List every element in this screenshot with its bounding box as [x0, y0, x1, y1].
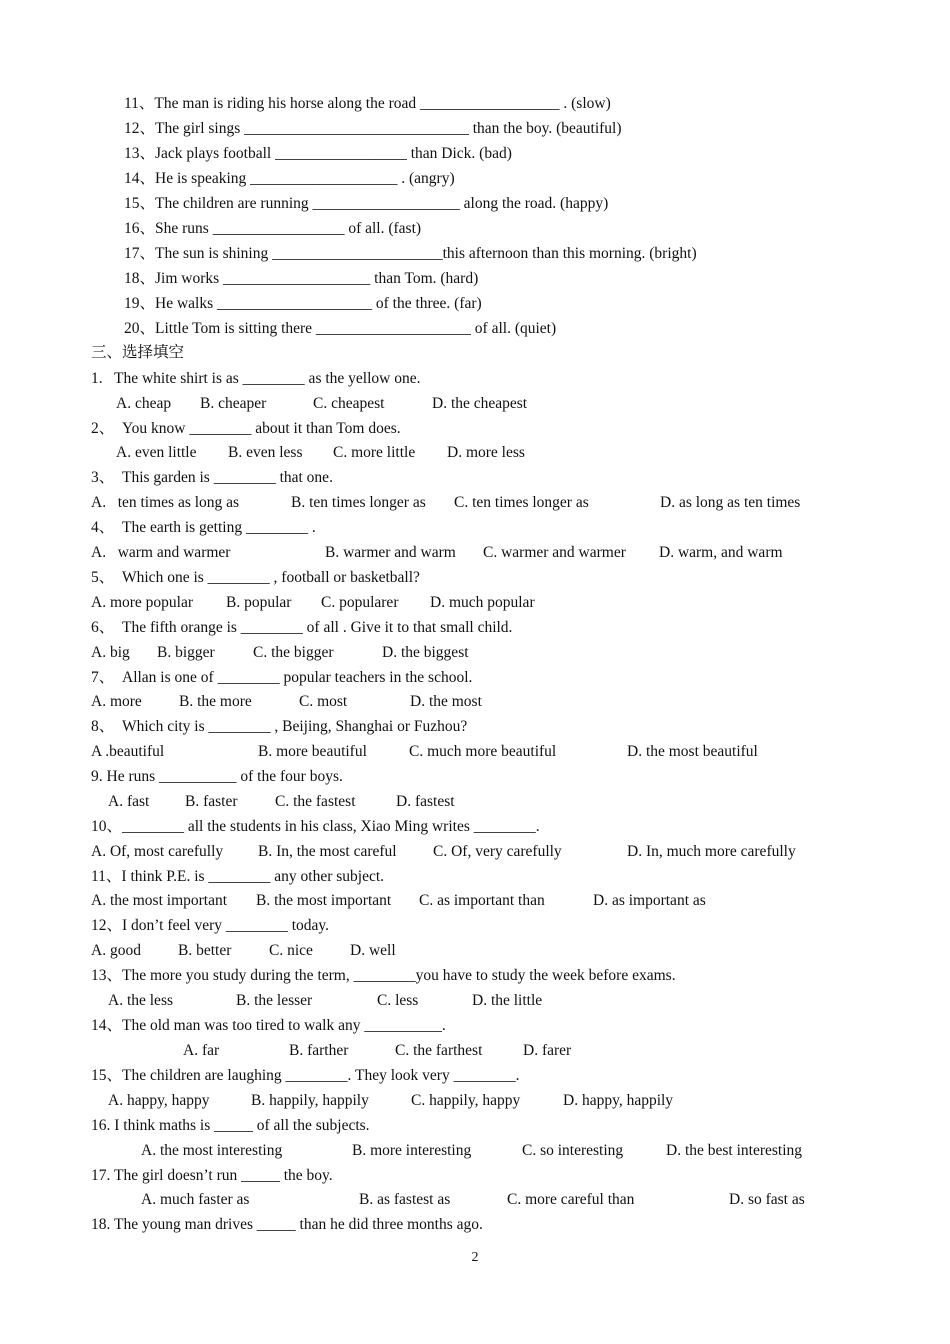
option: B. as fastest as	[359, 1191, 451, 1208]
option: A. good	[91, 942, 141, 959]
question: 2、 You know ________ about it than Tom does.	[91, 420, 401, 437]
option: D. fastest	[396, 793, 455, 810]
question: 5、 Which one is ________ , football or basketball?	[91, 569, 420, 586]
option: C. much more beautiful	[409, 743, 557, 760]
fill-item: 16、She runs _________________ of all. (fast)	[124, 220, 422, 237]
option: D. happy, happily	[563, 1092, 674, 1109]
option: A .beautiful	[91, 743, 165, 760]
option: D. In, much more carefully	[627, 843, 796, 860]
option: B. better	[178, 942, 232, 959]
fill-item: 12、The girl sings _____________________________ than the boy. (beautiful)	[124, 120, 622, 137]
question: 12、I don’t feel very ________ today.	[91, 917, 330, 934]
option: A. the most interesting	[141, 1142, 283, 1159]
option: B. ten times longer as	[291, 494, 426, 511]
option: A. more popular	[91, 594, 194, 611]
option: C. the bigger	[253, 644, 334, 661]
question: 17. The girl doesn’t run _____ the boy.	[91, 1167, 333, 1184]
option: C. more little	[333, 444, 416, 461]
option: C. more careful than	[507, 1191, 635, 1208]
question: 16. I think maths is _____ of all the subjects.	[91, 1117, 370, 1134]
option: B. warmer and warm	[325, 544, 456, 561]
option: D. the most	[410, 693, 482, 710]
question: 1. The white shirt is as ________ as the yellow one.	[91, 370, 421, 387]
option: B. more interesting	[352, 1142, 472, 1159]
option: C. most	[299, 693, 348, 710]
option: B. In, the most careful	[258, 843, 397, 860]
question: 3、 This garden is ________ that one.	[91, 469, 333, 486]
option: A. fast	[108, 793, 150, 810]
option: A. big	[91, 644, 130, 661]
option: D. as important as	[593, 892, 706, 909]
fill-item: 19、He walks ____________________ of the three. (far)	[124, 295, 482, 312]
option: A. even little	[116, 444, 197, 461]
fill-item: 14、He is speaking ___________________ . (angry)	[124, 170, 455, 187]
option: A. much faster as	[141, 1191, 250, 1208]
question: 8、 Which city is ________ , Beijing, Shanghai or Fuzhou?	[91, 718, 468, 735]
option: D. so fast as	[729, 1191, 805, 1208]
fill-item: 18、Jim works ___________________ than Tom. (hard)	[124, 270, 479, 287]
option: C. Of, very carefully	[433, 843, 562, 860]
option: D. more less	[447, 444, 525, 461]
option: D. much popular	[430, 594, 535, 611]
question: 14、The old man was too tired to walk any __________.	[91, 1017, 446, 1034]
option: C. nice	[269, 942, 313, 959]
option: D. farer	[523, 1042, 572, 1059]
question: 15、The children are laughing ________. They look very ________.	[91, 1067, 520, 1084]
option: C. popularer	[321, 594, 399, 611]
page-number: 2	[471, 1250, 479, 1265]
option: D. as long as ten times	[660, 494, 801, 511]
question: 11、I think P.E. is ________ any other subject.	[91, 868, 385, 885]
question: 6、 The fifth orange is ________ of all . Give it to that small child.	[91, 619, 513, 636]
option: D. the biggest	[382, 644, 469, 661]
option: A. cheap	[116, 395, 172, 412]
option: B. more beautiful	[258, 743, 367, 760]
option: B. the lesser	[236, 992, 313, 1009]
option: A. Of, most carefully	[91, 843, 224, 860]
option: C. the farthest	[395, 1042, 483, 1059]
option: C. ten times longer as	[454, 494, 589, 511]
option: D. the best interesting	[666, 1142, 803, 1159]
option: D. the most beautiful	[627, 743, 758, 760]
option: C. as important than	[419, 892, 545, 909]
option: C. warmer and warmer	[483, 544, 626, 561]
option: B. faster	[185, 793, 238, 810]
option: A. the less	[108, 992, 174, 1009]
option: B. farther	[289, 1042, 349, 1059]
option: C. less	[377, 992, 419, 1009]
question: 7、 Allan is one of ________ popular teachers in the school.	[91, 669, 473, 686]
option: C. so interesting	[522, 1142, 624, 1159]
fill-item: 13、Jack plays football _________________ than Dick. (bad)	[124, 145, 512, 162]
question: 10、________ all the students in his class, Xiao Ming writes ________.	[91, 818, 540, 835]
option: C. cheapest	[313, 395, 385, 412]
option: D. the cheapest	[432, 395, 528, 412]
fill-item: 15、The children are running ___________________ along the road. (happy)	[124, 195, 609, 212]
option: B. happily, happily	[251, 1092, 369, 1109]
option: A. more	[91, 693, 142, 710]
option: B. the most important	[256, 892, 392, 909]
question: 13、The more you study during the term, ________you have to study the week before exams.	[91, 967, 676, 984]
option: B. popular	[226, 594, 292, 611]
option: A. warm and warmer	[91, 544, 231, 561]
option: B. even less	[228, 444, 303, 461]
option: C. the fastest	[275, 793, 356, 810]
fill-item: 20、Little Tom is sitting there ____________________ of all. (quiet)	[124, 320, 557, 337]
section-title: 三、选择填空	[91, 344, 185, 361]
option: B. the more	[179, 693, 252, 710]
option: D. the little	[472, 992, 543, 1009]
question: 9. He runs __________ of the four boys.	[91, 768, 343, 785]
option: C. happily, happy	[411, 1092, 521, 1109]
option: A. happy, happy	[108, 1092, 210, 1109]
fill-item: 17、The sun is shining ______________________this afternoon than this morning. (bright)	[124, 245, 697, 262]
option: A. ten times as long as	[91, 494, 240, 511]
option: A. far	[183, 1042, 220, 1059]
option: B. bigger	[157, 644, 215, 661]
fill-item: 11、The man is riding his horse along the road __________________ . (slow)	[124, 95, 611, 112]
option: D. well	[350, 942, 396, 959]
option: A. the most important	[91, 892, 228, 909]
question: 18. The young man drives _____ than he did three months ago.	[91, 1216, 483, 1233]
option: D. warm, and warm	[659, 544, 783, 561]
question: 4、 The earth is getting ________ .	[91, 519, 316, 536]
option: B. cheaper	[200, 395, 267, 412]
